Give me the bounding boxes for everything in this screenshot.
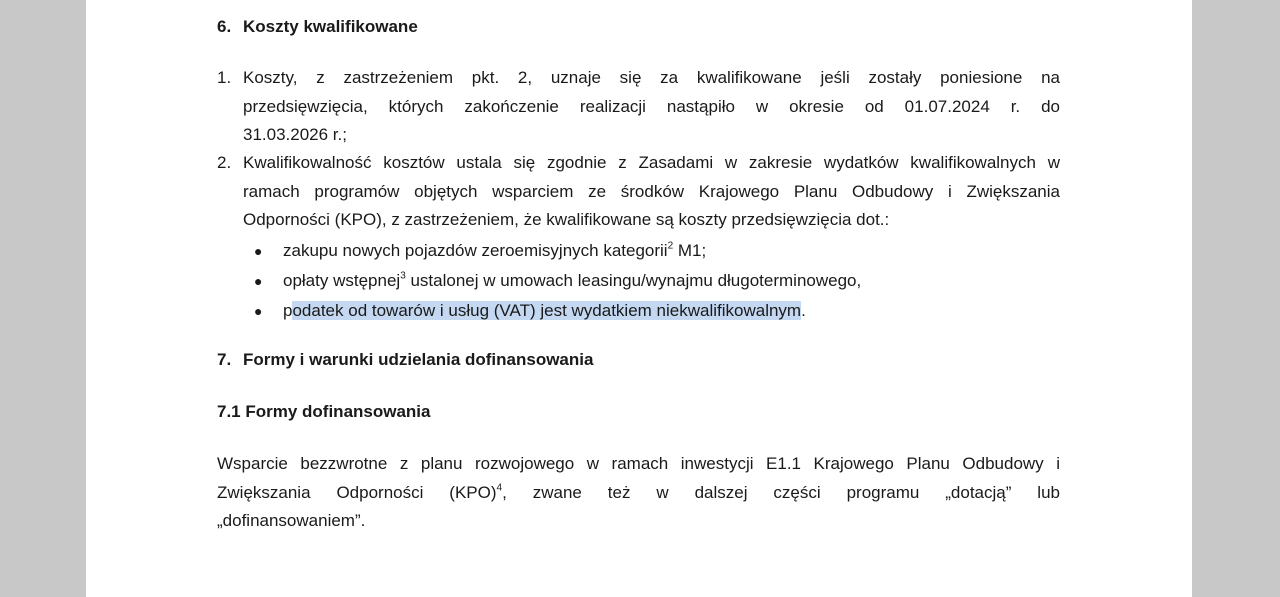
paragraph-7-1	[217, 450, 1060, 536]
section-6-title: Koszty kwalifikowane	[243, 17, 418, 36]
document-page	[86, 0, 1192, 597]
list-item-2-line-3: Odporności (KPO), z zastrzeżeniem, że kwalifikowane są koszty przedsięwzięcia dot.:	[243, 210, 890, 229]
text-selection[interactable]: odatek od towarów i usług (VAT) jest wydatkiem niekwalifikowalnym	[292, 301, 802, 320]
subsection-7-1-heading: 7.1 Formy dofinansowania	[217, 402, 431, 421]
section-7-number: 7.	[217, 350, 232, 369]
bullet-item-2-text: opłaty wstępnej$^3$ ustalonej w umowach leasingu/wynajmu długoterminowego,	[283, 270, 862, 290]
list-item-2-line-1: Kwalifikowalność kosztów ustala się zgodnie z Zasadami w zakresie wydatków kwalifikowalnych w	[243, 153, 1060, 172]
list-item-1-line-2: przedsięwzięcia, których zakończenie realizacji nastąpiło w okresie od 01.07.2024 r. do	[243, 96, 1060, 116]
list-item-1-number: 1.	[217, 68, 232, 87]
paragraph-line-2: Zwiększania Odporności (KPO)$^4$, zwane też w dalszej części programu „dotacją” lub	[217, 482, 1060, 502]
bullet-item-1-text: zakupu nowych pojazdów zeroemisyjnych kategorii$^2$ M1;	[283, 240, 707, 260]
section-6-heading	[217, 16, 418, 38]
paragraph-line-1: Wsparcie bezzwrotne z planu rozwojowego w ramach inwestycji E1.1 Krajowego Planu Odbudowy i	[217, 454, 1060, 473]
list-item-2	[217, 149, 1060, 235]
list-item-1-line-3: 31.03.2026 r.;	[243, 125, 347, 144]
section-7-heading	[217, 349, 593, 371]
paragraph-line-3: „dofinansowaniem”.	[217, 511, 366, 530]
list-item-1-line-1: Koszty, z zastrzeżeniem pkt. 2, uznaje się za kwalifikowane jeśli zostały poniesione na	[243, 68, 1060, 87]
list-item-2-text	[243, 149, 1060, 235]
list-item-2-line-2: ramach programów objętych wsparciem ze środków Krajowego Planu Odbudowy i Zwiększania	[243, 181, 1060, 201]
list-item-1-text	[243, 64, 1060, 150]
bullet-item-3-text[interactable]: podatek od towarów i usług (VAT) jest wydatkiem niekwalifikowalnym.	[283, 301, 806, 320]
section-6-number: 6.	[217, 17, 232, 36]
bullet-icon: ●	[254, 243, 263, 259]
list-item-1	[217, 64, 1060, 150]
bullet-icon: ●	[254, 303, 263, 319]
list-item-2-number: 2.	[217, 153, 232, 172]
section-7-title: Formy i warunki udzielania dofinansowania	[243, 350, 594, 369]
bullet-icon: ●	[254, 273, 263, 289]
